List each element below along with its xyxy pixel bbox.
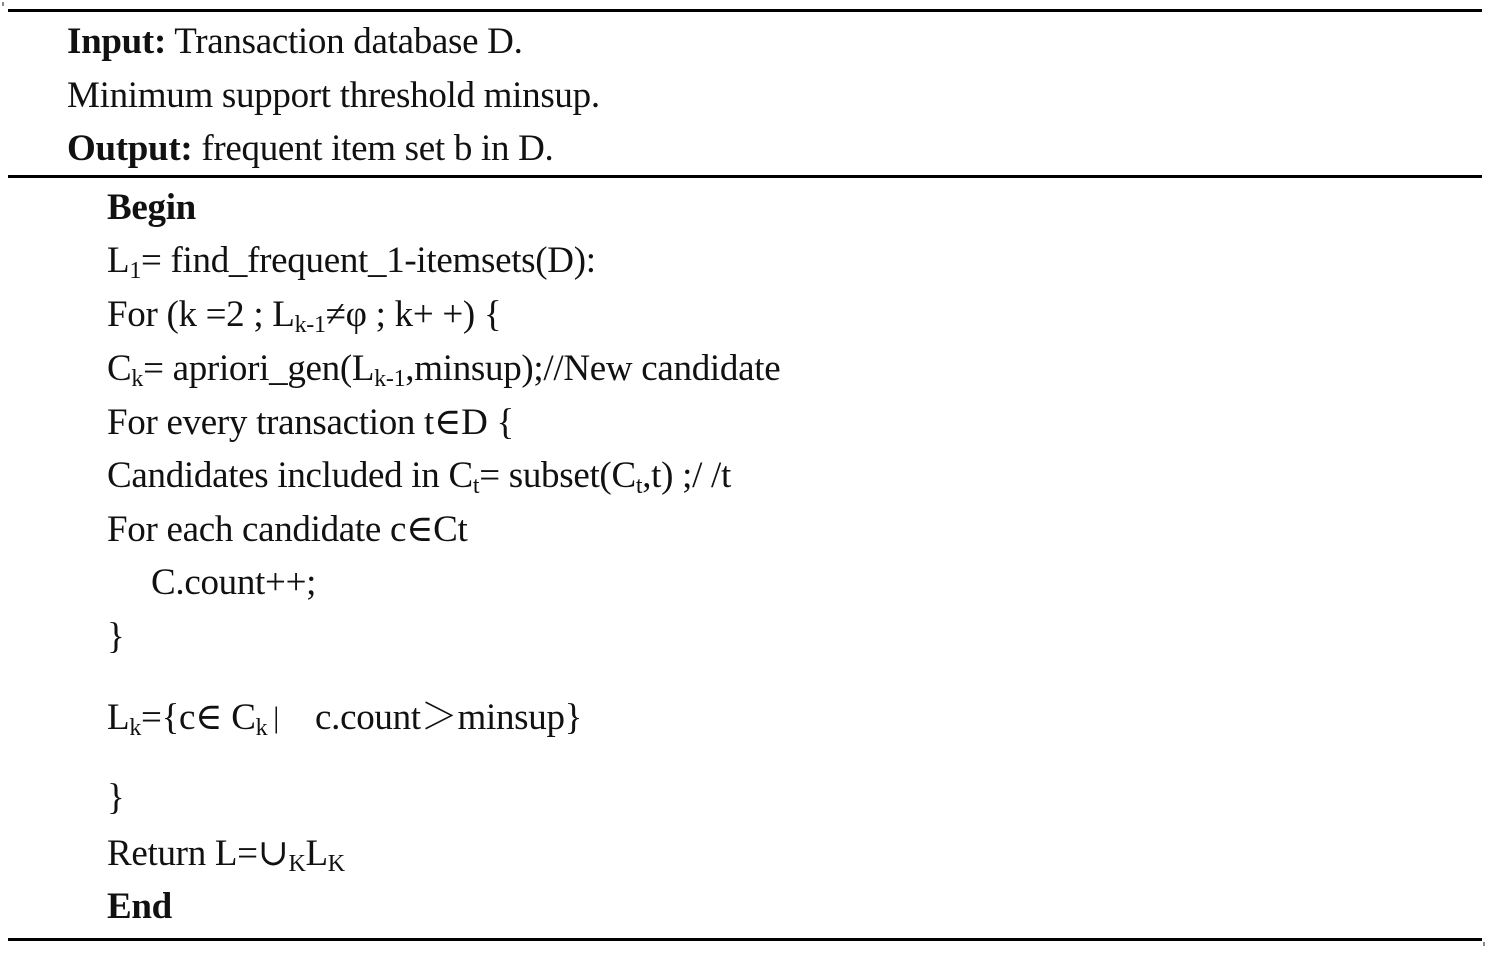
lk-line: $L_k=\{c\in$ $C_k$ | c.count＞minsup} — [107, 697, 583, 741]
input-line — [67, 22, 523, 62]
for-transaction-line: For every transaction t∈D { — [107, 402, 514, 443]
output-label: Output: — [67, 128, 193, 169]
corner-mark — [2, 2, 4, 6]
input-label: Input: — [67, 21, 166, 62]
for-k-line: For (k =2 ; $L_{k-1}\ne\varphi$ ; k+ +) { — [107, 294, 502, 338]
close-brace-1: } — [107, 616, 125, 657]
top-rule — [8, 9, 1482, 12]
close-brace-2: } — [107, 777, 125, 818]
output-text: frequent item set b in D. — [192, 128, 554, 169]
for-candidate-line: For each candidate c∈Ct — [107, 509, 468, 550]
count-line: C.count++; — [151, 562, 317, 603]
candidates-line: Candidates included in $C_t=$ $subset(C_t,t)$ ;/ /t — [107, 455, 731, 499]
bottom-rule — [8, 938, 1482, 941]
minsup-line: Minimum support threshold minsup. — [67, 75, 600, 116]
end-keyword: End — [107, 886, 172, 927]
corner-mark — [1483, 942, 1485, 946]
l1-line: $L_1=$ find_frequent_1-itemsets(D): — [107, 240, 596, 284]
return-line: Return $L=\cup_KL_K$ — [107, 833, 345, 877]
middle-rule — [8, 175, 1482, 178]
ck-line: $C_k=$ $apriori\_gen(L_{k-1},minsup);/$/New candidate — [107, 348, 781, 392]
output-line — [67, 129, 553, 169]
begin-keyword: Begin — [107, 187, 196, 228]
input-text: Transaction database D. — [165, 21, 523, 62]
